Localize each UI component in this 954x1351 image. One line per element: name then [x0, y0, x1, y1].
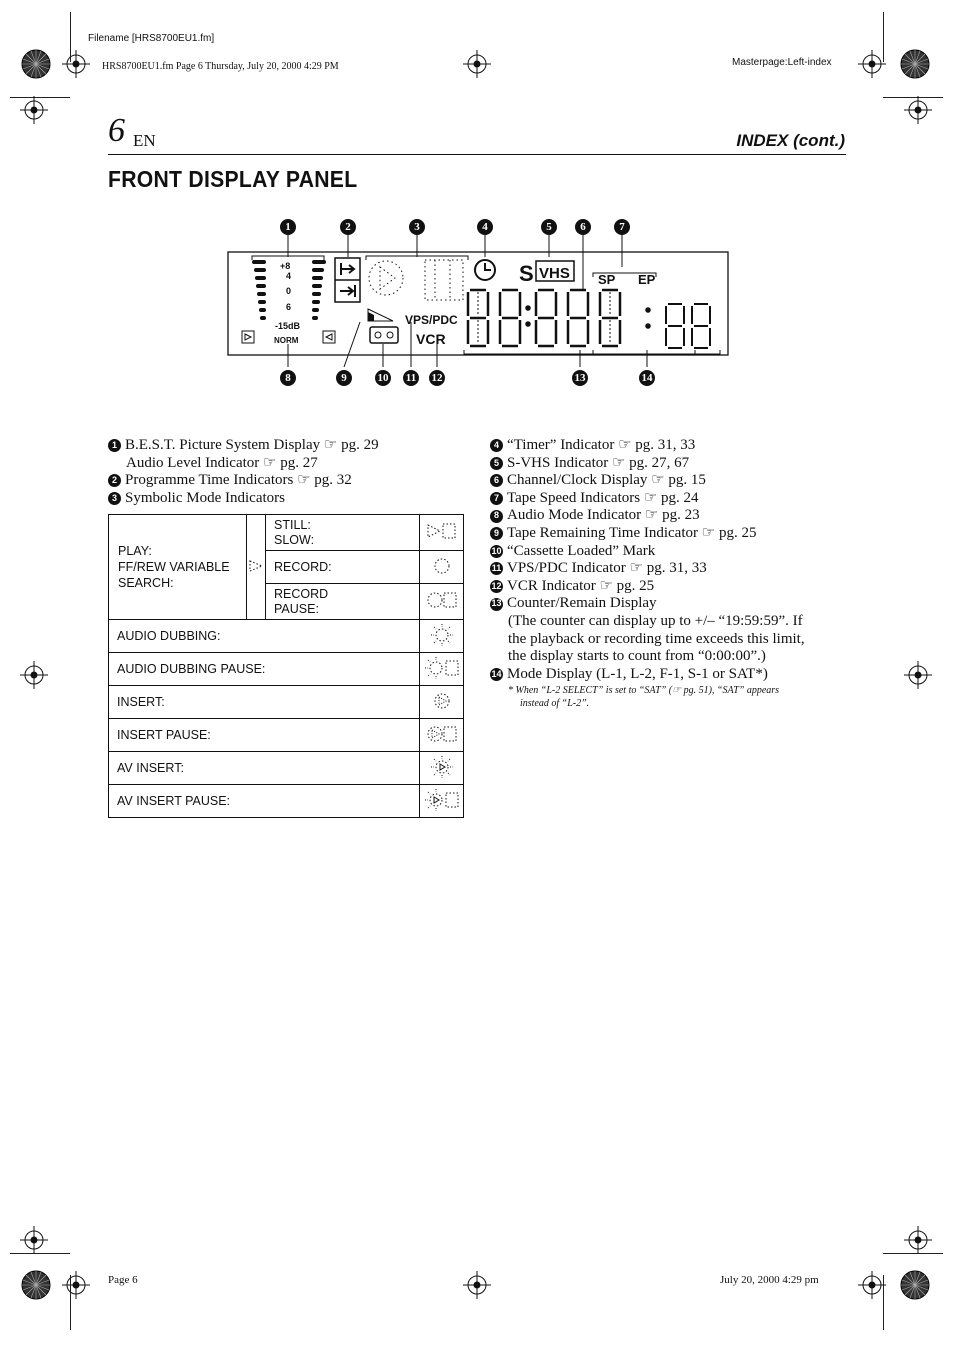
item-number: 11: [490, 562, 503, 575]
list-item: [490, 631, 805, 649]
av-insert-icon-cell: [420, 752, 464, 785]
insert-icon: [422, 691, 462, 711]
callout-3: 3: [409, 219, 425, 235]
still-icon-cell: [420, 515, 464, 551]
audio-dubbing-icon: [422, 623, 462, 647]
record-icon-cell: [420, 551, 464, 584]
language-code: EN: [133, 131, 156, 150]
norm-label: NORM: [274, 336, 299, 345]
item-number: 7: [490, 492, 503, 505]
list-item: [490, 525, 805, 543]
still-slow-cell: [266, 515, 420, 551]
item-text: “Timer” Indicator ☞ pg. 31, 33: [507, 437, 696, 453]
insert-icon-cell: [420, 686, 464, 719]
list-item: [490, 595, 805, 613]
callout-13: 13: [572, 370, 588, 386]
item-text: Counter/Remain Display: [507, 595, 657, 612]
list-item: [490, 648, 805, 666]
ffrew-label: FF/REW VARIABLE: [118, 560, 230, 574]
speed-ep: EP: [638, 272, 656, 287]
symbolic-mode-table: [108, 514, 464, 818]
item-text: (The counter can display up to +/– “19:59:59”. If: [508, 612, 803, 629]
item-text: Channel/Clock Display ☞ pg. 15: [507, 472, 706, 489]
list-item: [490, 666, 805, 684]
callout-12: 12: [429, 370, 445, 386]
item-text: the playback or recording time exceeds this limit,: [508, 630, 805, 647]
insert-cell: INSERT:: [109, 686, 420, 719]
vcr-label: VCR: [416, 331, 446, 347]
play-label: PLAY:: [118, 544, 152, 558]
play-icon: [247, 559, 265, 573]
list-item: [490, 472, 805, 490]
record-icon: [422, 556, 462, 576]
speaker-left-icon: [242, 331, 254, 343]
list-item: [108, 490, 379, 508]
item-text: Mode Display (L-1, L-2, F-1, S-1 or SAT*): [507, 665, 768, 682]
list-item: [108, 472, 379, 490]
item-text: Audio Level Indicator ☞ pg. 27: [126, 454, 318, 471]
audio-dubbing-pause-icon-cell: [420, 653, 464, 686]
index-title: INDEX (cont.): [736, 131, 845, 150]
item-text: Tape Remaining Time Indicator ☞ pg. 25: [507, 524, 757, 541]
svhs-logo: [519, 261, 574, 286]
list-item: [490, 560, 805, 578]
pause-label: PAUSE:: [274, 601, 319, 616]
insert-pause-icon: [422, 724, 462, 744]
item-text: B.E.S.T. Picture System Display ☞ pg. 29: [125, 437, 379, 453]
item-number: 3: [108, 492, 121, 505]
item-number: 4: [490, 439, 503, 452]
record-pause-icon: [422, 590, 462, 610]
footer-page: Page 6: [108, 1274, 138, 1286]
footnote: [490, 684, 805, 710]
level-meter-right: [312, 260, 326, 320]
item-number: 6: [490, 474, 503, 487]
av-insert-pause-icon-cell: [420, 785, 464, 818]
item-number: 10: [490, 545, 503, 558]
list-item: [490, 490, 805, 508]
item-number: 9: [490, 527, 503, 540]
audio-dubbing-icon-cell: [420, 620, 464, 653]
av-insert-icon: [422, 755, 462, 779]
level-label: 6: [286, 302, 292, 312]
level-label: 0: [286, 286, 292, 296]
item-number: 14: [490, 668, 503, 681]
level-label: 4: [286, 271, 292, 281]
slow-label: SLOW:: [274, 532, 315, 547]
item-number: 8: [490, 510, 503, 523]
tape-remaining-icon: [368, 309, 393, 321]
footer-date: July 20, 2000 4:29 pm: [720, 1274, 819, 1286]
item-number: 2: [108, 474, 121, 487]
av-insert-cell: AV INSERT:: [109, 752, 420, 785]
vps-pdc-label: VPS/PDC: [405, 313, 458, 327]
play-group-cell: [109, 515, 247, 620]
callout-6: 6: [575, 219, 591, 235]
list-item: [490, 507, 805, 525]
item-text: Tape Speed Indicators ☞ pg. 24: [507, 489, 699, 506]
audio-dubbing-pause-icon: [422, 656, 462, 680]
right-index-list: [490, 437, 805, 710]
timer-icon: [475, 260, 495, 280]
record-pause-label: RECORD: [274, 586, 329, 601]
list-item: [490, 543, 805, 561]
mode-display-digits: [666, 304, 710, 348]
audio-dubbing-pause-cell: AUDIO DUBBING PAUSE:: [109, 653, 420, 686]
callout-4: 4: [477, 219, 493, 235]
callout-14: 14: [639, 370, 655, 386]
callout-9: 9: [336, 370, 352, 386]
search-label: SEARCH:: [118, 576, 174, 590]
level-label: -15dB: [275, 321, 301, 331]
speed-sp: SP: [598, 272, 616, 287]
audio-dubbing-cell: AUDIO DUBBING:: [109, 620, 420, 653]
callout-8: 8: [280, 370, 296, 386]
av-insert-pause-icon: [422, 788, 462, 812]
filename-label: Filename [HRS8700EU1.fm]: [88, 33, 215, 44]
svhs-vhs: VHS: [539, 265, 570, 282]
left-index-list: [108, 437, 379, 507]
header-rule: [108, 154, 846, 155]
cassette-icon: [370, 327, 398, 343]
programme-time-icons: [335, 258, 360, 302]
footnote-line: * When “L-2 SELECT” is set to “SAT” (☞ pg. 51), “SAT” appears: [508, 685, 780, 697]
item-number: 1: [108, 439, 121, 452]
still-label: STILL:: [274, 517, 311, 532]
level-label: +8: [280, 261, 291, 271]
front-display-diagram: [220, 212, 740, 392]
play-icon-cell: [247, 515, 266, 620]
item-text: VPS/PDC Indicator ☞ pg. 31, 33: [507, 560, 707, 577]
callout-5: 5: [541, 219, 557, 235]
list-item: [108, 455, 379, 473]
callout-11: 11: [403, 370, 419, 386]
item-text: Symbolic Mode Indicators: [125, 489, 285, 506]
symbolic-mode-dots: [369, 260, 463, 300]
list-item: [490, 437, 805, 455]
item-text: “Cassette Loaded” Mark: [507, 542, 656, 559]
item-number: 12: [490, 580, 503, 593]
item-text: the display starts to count from “0:00:00”.): [508, 648, 766, 665]
record-pause-icon-cell: [420, 584, 464, 620]
still-icon: [422, 521, 462, 541]
item-text: Programme Time Indicators ☞ pg. 32: [125, 472, 352, 489]
item-number: 5: [490, 457, 503, 470]
svhs-s: S: [519, 261, 534, 286]
record-cell: RECORD:: [266, 551, 420, 584]
callout-7: 7: [614, 219, 630, 235]
item-number: 13: [490, 598, 503, 611]
list-item: [490, 613, 805, 631]
insert-pause-icon-cell: [420, 719, 464, 752]
item-text: VCR Indicator ☞ pg. 25: [507, 577, 655, 594]
callout-10: 10: [375, 370, 391, 386]
level-meter-left: [252, 260, 266, 320]
insert-pause-cell: INSERT PAUSE:: [109, 719, 420, 752]
av-insert-pause-cell: AV INSERT PAUSE:: [109, 785, 420, 818]
speaker-right-icon: [323, 331, 335, 343]
callout-1: 1: [280, 219, 296, 235]
list-item: [108, 437, 379, 455]
section-title: FRONT DISPLAY PANEL: [108, 166, 358, 192]
list-item: [490, 455, 805, 473]
footnote-line: instead of “L-2”.: [520, 698, 590, 710]
item-text: Audio Mode Indicator ☞ pg. 23: [507, 507, 700, 524]
record-pause-cell: [266, 584, 420, 620]
file-info: HRS8700EU1.fm Page 6 Thursday, July 20, 2000 4:29 PM: [102, 61, 339, 72]
callout-2: 2: [340, 219, 356, 235]
page-number: 6: [108, 112, 125, 149]
list-item: [490, 578, 805, 596]
masterpage-label: Masterpage:Left-index: [732, 57, 832, 68]
channel-clock-digits: [468, 290, 650, 346]
item-text: S-VHS Indicator ☞ pg. 27, 67: [507, 454, 690, 471]
